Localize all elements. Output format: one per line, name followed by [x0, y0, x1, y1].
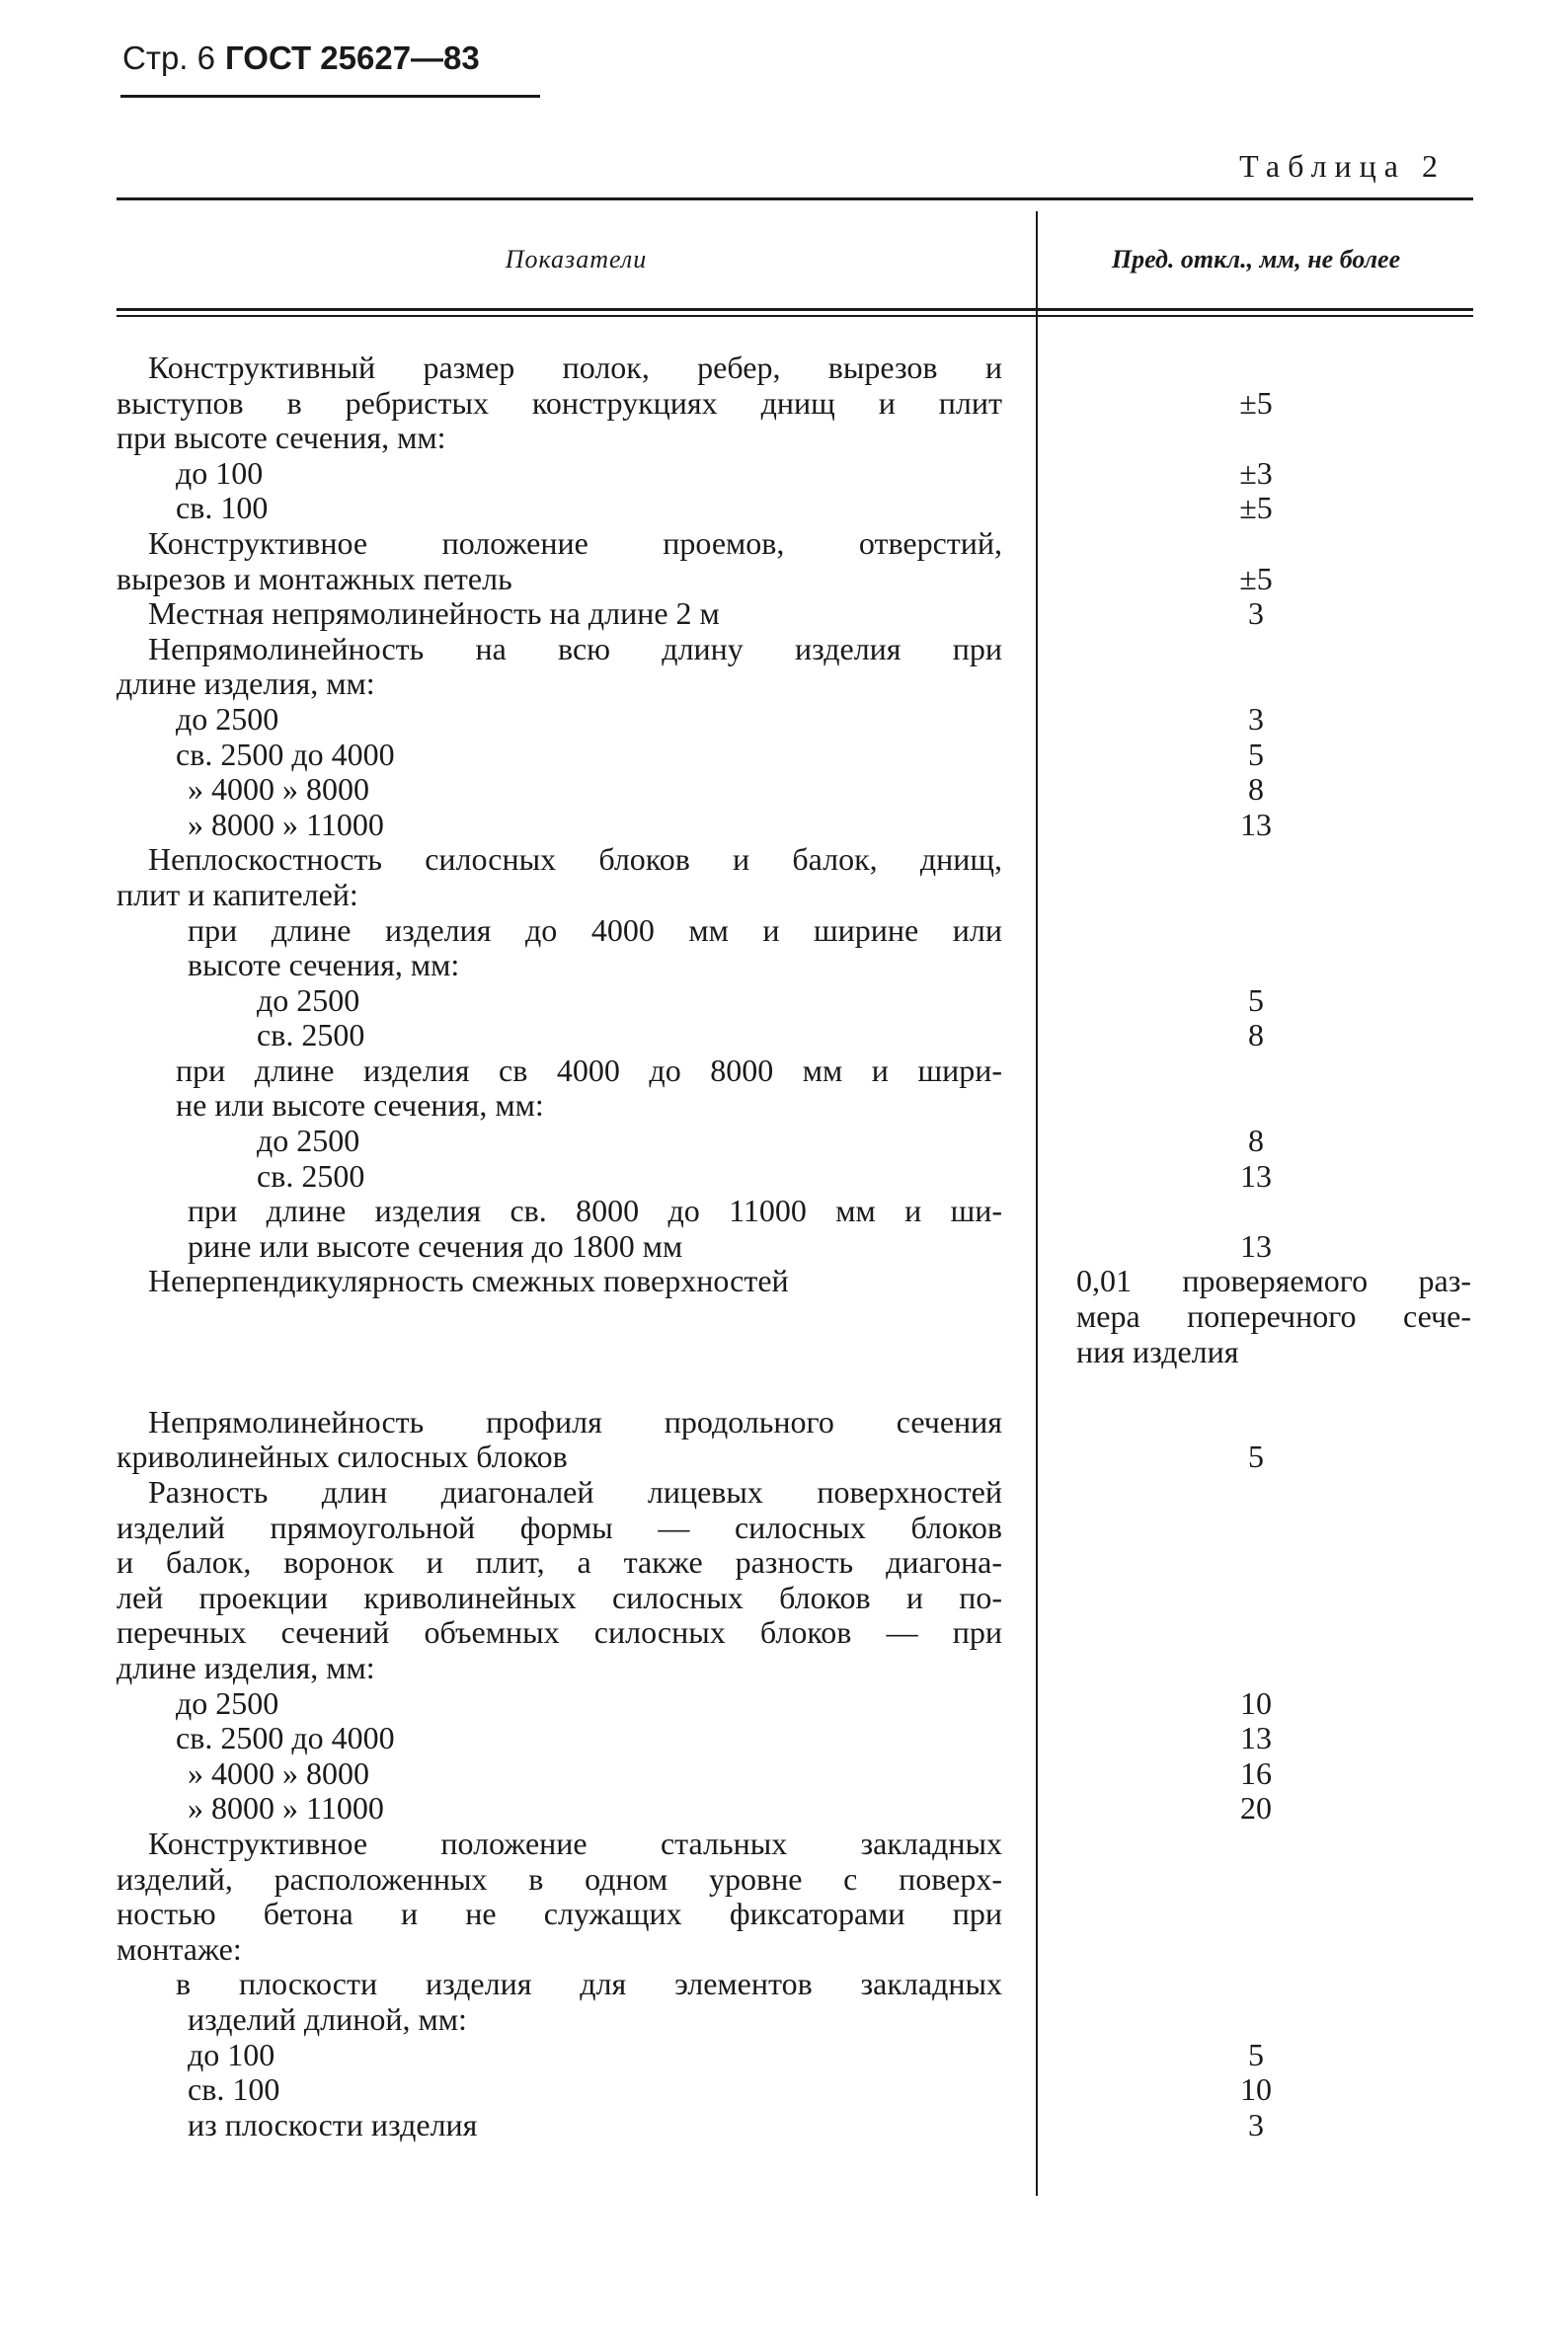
indicator-text: Конструктивное положение стальных закладных [148, 1825, 1002, 1861]
indicator-text: плит и капителей: [117, 876, 358, 912]
table-row [0, 878, 1568, 913]
indicator-text: высоте сечения, мм: [188, 947, 460, 983]
table-row [0, 2002, 1568, 2038]
indicator-text: св. 2500 до 4000 [176, 1720, 395, 1756]
table-row [0, 491, 1568, 526]
deviation-value: 13 [1240, 1720, 1272, 1756]
deviation-value: 5 [1248, 2036, 1264, 2072]
indicator-text: криволинейных силосных блоков [117, 1439, 568, 1475]
table-row [0, 948, 1568, 983]
indicator-text: св. 2500 до 4000 [176, 736, 395, 772]
indicator-text: св. 100 [176, 490, 269, 526]
indicator-text: Непрямолинейность на всю длину изделия при [148, 630, 1002, 666]
indicator-text: св. 100 [188, 2071, 280, 2108]
indicator-text: » 4000 » 8000 [188, 771, 369, 808]
table-row [0, 1159, 1568, 1195]
indicator-text: перечных сечений объемных силосных блоков — при [117, 1614, 1002, 1651]
deviation-value: 20 [1240, 1790, 1272, 1827]
table-row [0, 666, 1568, 702]
table-row [0, 562, 1568, 597]
table-row [0, 1369, 1568, 1405]
table-row [0, 1686, 1568, 1722]
table-row [0, 2108, 1568, 2143]
deviation-value: ±5 [1239, 490, 1273, 526]
indicator-text: изделий прямоугольной формы — силосных блоков [117, 1509, 1002, 1545]
deviation-value: ±5 [1239, 560, 1273, 596]
deviation-value: мера поперечного сече- [1076, 1298, 1471, 1335]
deviation-value: 8 [1248, 1123, 1264, 1159]
table-row [0, 1335, 1568, 1370]
table-row [0, 1791, 1568, 1827]
indicator-text: выступов в ребристых конструкциях днищ и плит [117, 384, 1002, 421]
table-row [0, 1756, 1568, 1792]
deviation-value: 13 [1240, 1227, 1272, 1264]
table-row [0, 1545, 1568, 1581]
indicator-text: изделий длиной, мм: [188, 2000, 467, 2037]
header-underline [120, 95, 540, 98]
indicator-text: Конструктивный размер полок, ребер, вырезов и [148, 350, 1002, 385]
indicator-text: Разность длин диагоналей лицевых поверхностей [148, 1474, 1002, 1510]
indicator-text: не или высоте сечения, мм: [176, 1087, 544, 1124]
table-row [0, 1615, 1568, 1651]
indicator-text: Неперпендикулярность смежных поверхностей [148, 1263, 789, 1299]
indicator-text: до 2500 [176, 1684, 279, 1721]
indicator-text: монтаже: [117, 1930, 242, 1967]
table-row [0, 1229, 1568, 1265]
table-row [0, 2038, 1568, 2073]
table-row [0, 1194, 1568, 1229]
page-number: Стр. 6 [122, 39, 215, 76]
deviation-value: ±5 [1239, 384, 1273, 421]
indicator-text: до 100 [188, 2036, 275, 2072]
table-row [0, 1264, 1568, 1299]
table-row [0, 1827, 1568, 1862]
column-header-deviation: Пред. откл., мм, не более [1111, 245, 1401, 273]
indicator-text: вырезов и монтажных петель [117, 560, 512, 596]
indicator-text: при длине изделия св 4000 до 8000 мм и шири- [176, 1051, 1002, 1088]
indicator-text: при длине изделия св. 8000 до 11000 мм и ши- [188, 1193, 1002, 1229]
indicator-text: при высоте сечения, мм: [117, 420, 446, 456]
deviation-value: ния изделия [1076, 1333, 1239, 1369]
table-row [0, 421, 1568, 456]
deviation-value: 5 [1248, 1439, 1264, 1475]
indicator-text: длине изделия, мм: [117, 1649, 375, 1685]
standard-designation: ГОСТ 25627—83 [225, 39, 480, 76]
indicator-text: » 8000 » 11000 [188, 806, 384, 842]
table-row [0, 1124, 1568, 1159]
indicator-text: до 2500 [257, 981, 360, 1018]
table-row [0, 842, 1568, 878]
table-header-rule-double [117, 315, 1473, 317]
table-row [0, 1405, 1568, 1441]
indicator-text: до 100 [176, 454, 264, 491]
indicator-text: Неплоскостность силосных блоков и балок, днищ, [148, 841, 1002, 878]
indicator-text: рине или высоте сечения до 1800 мм [188, 1227, 683, 1264]
deviation-value: 3 [1248, 595, 1264, 632]
table-row [0, 1897, 1568, 1932]
table-header-rule [117, 308, 1473, 311]
deviation-value: 3 [1248, 700, 1264, 737]
indicator-text: » 8000 » 11000 [188, 1790, 384, 1827]
table-row [0, 772, 1568, 808]
indicator-text: » 4000 » 8000 [188, 1754, 369, 1791]
table-row [0, 702, 1568, 738]
indicator-text: до 2500 [257, 1123, 360, 1159]
table-row [0, 1299, 1568, 1335]
table-row [0, 738, 1568, 773]
deviation-value: 13 [1240, 806, 1272, 842]
table-row [0, 632, 1568, 667]
table-row [0, 1511, 1568, 1546]
table-row [0, 456, 1568, 492]
deviation-value: ±3 [1239, 454, 1273, 491]
table-row [0, 386, 1568, 422]
table-row [0, 1581, 1568, 1616]
indicator-text: св. 2500 [257, 1017, 365, 1053]
indicator-text: и балок, воронок и плит, а также разность диагона- [117, 1544, 1002, 1581]
table-row [0, 1018, 1568, 1053]
table-row [0, 526, 1568, 562]
table-row [0, 350, 1568, 386]
deviation-value: 3 [1248, 2106, 1264, 2142]
table-label: Таблица 2 [1239, 148, 1446, 184]
indicator-text: изделий, расположенных в одном уровне с поверх- [117, 1860, 1002, 1897]
indicator-text: Конструктивное положение проемов, отверстий, [148, 524, 1002, 561]
table-row [0, 1088, 1568, 1124]
indicator-text: длине изделия, мм: [117, 665, 375, 702]
deviation-value: 0,01 проверяемого раз- [1076, 1263, 1471, 1299]
indicator-text: Непрямолинейность профиля продольного сечения [148, 1403, 1002, 1440]
deviation-value: 8 [1248, 771, 1264, 808]
page-header [122, 39, 480, 77]
table-row [0, 1475, 1568, 1511]
table-body [0, 350, 1568, 2142]
table-row [0, 808, 1568, 843]
indicator-text: до 2500 [176, 700, 279, 737]
indicator-text: ностью бетона и не служащих фиксаторами при [117, 1896, 1002, 1932]
deviation-value: 16 [1240, 1754, 1272, 1791]
table-row [0, 913, 1568, 949]
table-row [0, 2072, 1568, 2108]
indicator-text: Местная непрямолинейность на длине 2 м [148, 595, 720, 632]
deviation-value: 13 [1240, 1157, 1272, 1194]
table-row [0, 596, 1568, 632]
indicator-text: при длине изделия до 4000 мм и ширине или [188, 911, 1002, 948]
indicator-text: св. 2500 [257, 1157, 365, 1194]
deviation-value: 5 [1248, 981, 1264, 1018]
deviation-value: 5 [1248, 736, 1264, 772]
indicator-text: в плоскости изделия для элементов закладных [176, 1966, 1002, 2002]
indicator-text: лей проекции криволинейных силосных блоков и по- [117, 1579, 1002, 1615]
table-row [0, 1053, 1568, 1089]
table-row [0, 983, 1568, 1019]
deviation-value: 10 [1240, 2071, 1272, 2108]
table-row [0, 1651, 1568, 1686]
table-row [0, 1932, 1568, 1968]
column-header-indicators: Показатели [505, 245, 648, 273]
table-row [0, 1862, 1568, 1898]
table-row [0, 1440, 1568, 1475]
table-row [0, 1967, 1568, 2002]
table-top-rule [117, 197, 1473, 200]
table-row [0, 1721, 1568, 1756]
indicator-text: из плоскости изделия [188, 2106, 478, 2142]
deviation-value: 8 [1248, 1017, 1264, 1053]
deviation-value: 10 [1240, 1684, 1272, 1721]
